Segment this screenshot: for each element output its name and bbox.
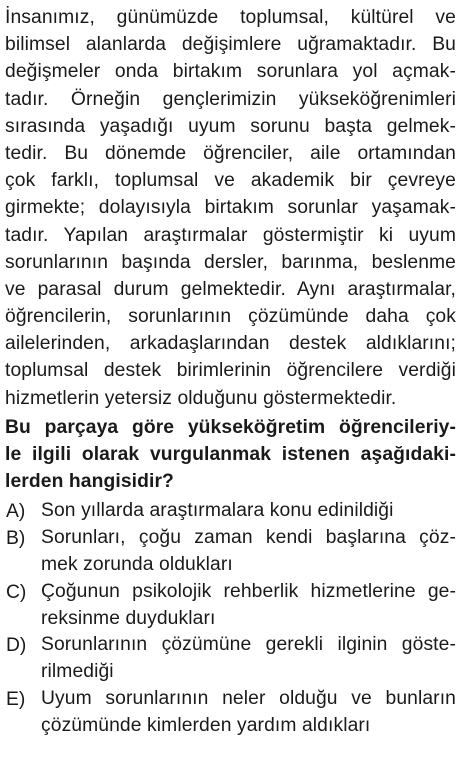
option-text: Son yıllarda araştırmalara konu edinildiği xyxy=(41,500,394,522)
option-letter: E) xyxy=(6,688,26,710)
option-letter: B) xyxy=(6,528,26,550)
option-letter: A) xyxy=(6,501,26,523)
option-text: mek zorunda oldukları xyxy=(41,553,233,575)
passage-line: tadır. Yapılan araştırmalar göstermiştir ki uyum xyxy=(5,224,456,246)
option-text: Sorunlarının çözümüne gerekli ilginin göste- xyxy=(41,634,456,656)
passage-line: tadır. Örneğin gençlerimizin yükseköğrenimleri xyxy=(5,88,456,110)
question-stem xyxy=(5,414,456,496)
passage-line: sırasında yaşadığı uyum sorunu başta gelmek- xyxy=(5,115,456,137)
option-text: çözümünde kimlerden yardım aldıkları xyxy=(41,714,371,736)
option-text: reksinme duydukları xyxy=(41,607,216,629)
option-b[interactable] xyxy=(5,525,456,579)
question-line: lerden hangisidir? xyxy=(5,471,174,493)
question-line: le ilgili olarak vurgulanmak istenen aşağıdaki- xyxy=(5,444,456,465)
passage-line: bilimsel alanlarda değişimlere uğramaktadır. Bu xyxy=(5,34,456,56)
question-page xyxy=(5,4,456,740)
option-a[interactable] xyxy=(5,498,456,525)
option-text: rilmediği xyxy=(41,661,114,683)
option-text: Çoğunun psikolojik rehberlik hizmetlerine ge- xyxy=(41,580,456,602)
passage-line: tedir. Bu dönemde öğrenciler, aile ortamından xyxy=(5,142,456,164)
question-line: Bu parçaya göre yükseköğretim öğrencileriy- xyxy=(5,416,456,438)
passage-line: İnsanımız, günümüzde toplumsal, kültürel ve xyxy=(5,7,456,28)
option-d[interactable] xyxy=(5,632,456,686)
passage-line: toplumsal destek birimlerinin öğrencilere verdiği xyxy=(5,360,456,382)
passage-line: ailelerinden, arkadaşlarından destek aldıklarını; xyxy=(5,333,456,355)
option-letter: C) xyxy=(6,581,27,603)
option-text: Uyum sorunlarının neler olduğu ve bunların xyxy=(41,687,456,709)
passage-line: öğrencilerin, sorunlarının çözümünde daha çok xyxy=(5,306,456,328)
passage-line: çok farklı, toplumsal ve akademik bir çevreye xyxy=(5,170,456,192)
passage-line: girmekte; dolayısıyla birtakım sorunlar yaşamak- xyxy=(5,197,456,219)
passage-line: sorunlarının başında dersler, barınma, beslenme xyxy=(5,251,456,273)
option-c[interactable] xyxy=(5,579,456,633)
option-letter: D) xyxy=(6,635,27,657)
option-e[interactable] xyxy=(5,686,456,740)
passage-line: ve parasal durum gelmektedir. Aynı araştırmalar, xyxy=(5,278,456,300)
option-text: Sorunları, çoğu zaman kendi başlarına çöz- xyxy=(41,527,456,549)
passage-line: değişmeler onda birtakım sorunlara yol açmak- xyxy=(5,61,456,83)
passage xyxy=(5,4,456,412)
answer-options xyxy=(5,498,456,739)
passage-line: hizmetlerin yetersiz olduğunu göstermektedir. xyxy=(5,387,397,409)
